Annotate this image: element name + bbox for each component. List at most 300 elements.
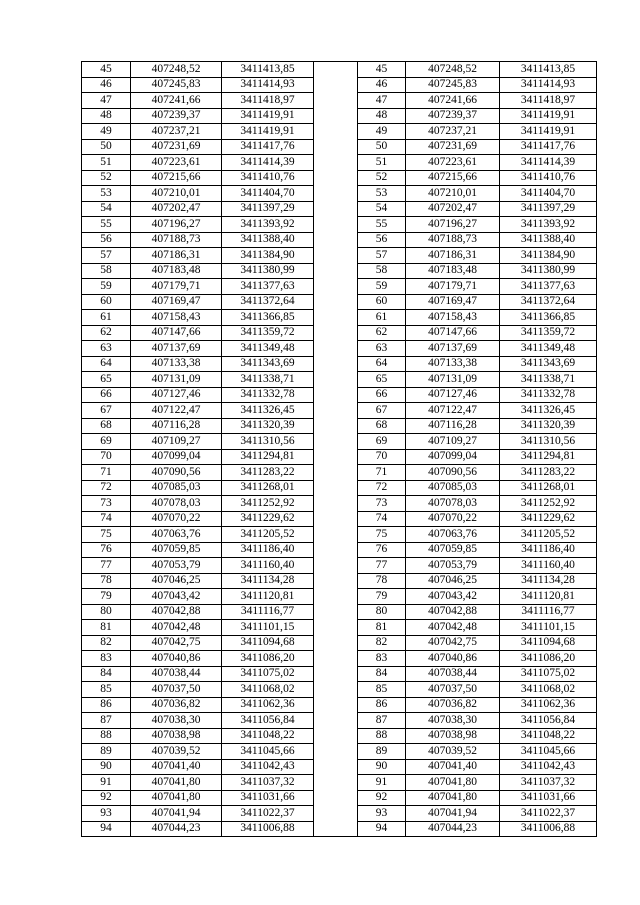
spacer-cell <box>314 775 358 791</box>
left-y-coordinate-cell: 3411062,36 <box>222 697 314 713</box>
right-x-coordinate-cell: 407053,79 <box>406 558 500 574</box>
right-point-number-cell: 82 <box>358 635 406 651</box>
spacer-cell <box>314 573 358 589</box>
right-x-coordinate-cell: 407063,76 <box>406 527 500 543</box>
left-point-number-cell: 68 <box>82 418 131 434</box>
right-x-coordinate-cell: 407215,66 <box>406 170 500 186</box>
right-point-number-cell: 84 <box>358 666 406 682</box>
right-x-coordinate-cell: 407038,98 <box>406 728 500 744</box>
spacer-cell <box>314 263 358 279</box>
table-row <box>82 527 597 543</box>
right-y-coordinate-cell: 3411268,01 <box>500 480 597 496</box>
left-x-coordinate-cell: 407041,80 <box>131 775 222 791</box>
left-x-coordinate-cell: 407169,47 <box>131 294 222 310</box>
left-y-coordinate-cell: 3411418,97 <box>222 93 314 109</box>
spacer-cell <box>314 635 358 651</box>
right-y-coordinate-cell: 3411086,20 <box>500 651 597 667</box>
left-point-number-cell: 55 <box>82 217 131 233</box>
right-point-number-cell: 62 <box>358 325 406 341</box>
right-point-number-cell: 80 <box>358 604 406 620</box>
right-point-number-cell: 63 <box>358 341 406 357</box>
right-y-coordinate-cell: 3411134,28 <box>500 573 597 589</box>
left-y-coordinate-cell: 3411229,62 <box>222 511 314 527</box>
right-point-number-cell: 61 <box>358 310 406 326</box>
right-point-number-cell: 94 <box>358 821 406 837</box>
left-point-number-cell: 45 <box>82 62 131 78</box>
left-y-coordinate-cell: 3411048,22 <box>222 728 314 744</box>
spacer-cell <box>314 155 358 171</box>
left-y-coordinate-cell: 3411086,20 <box>222 651 314 667</box>
left-x-coordinate-cell: 407245,83 <box>131 77 222 93</box>
right-point-number-cell: 58 <box>358 263 406 279</box>
right-point-number-cell: 91 <box>358 775 406 791</box>
table-row <box>82 573 597 589</box>
left-x-coordinate-cell: 407241,66 <box>131 93 222 109</box>
spacer-cell <box>314 372 358 388</box>
left-y-coordinate-cell: 3411404,70 <box>222 186 314 202</box>
right-x-coordinate-cell: 407041,40 <box>406 759 500 775</box>
right-x-coordinate-cell: 407037,50 <box>406 682 500 698</box>
right-y-coordinate-cell: 3411062,36 <box>500 697 597 713</box>
table-row <box>82 558 597 574</box>
right-y-coordinate-cell: 3411393,92 <box>500 217 597 233</box>
left-y-coordinate-cell: 3411042,43 <box>222 759 314 775</box>
table-row <box>82 217 597 233</box>
left-point-number-cell: 73 <box>82 496 131 512</box>
right-y-coordinate-cell: 3411205,52 <box>500 527 597 543</box>
right-x-coordinate-cell: 407245,83 <box>406 77 500 93</box>
left-point-number-cell: 62 <box>82 325 131 341</box>
left-y-coordinate-cell: 3411419,91 <box>222 108 314 124</box>
right-point-number-cell: 83 <box>358 651 406 667</box>
left-x-coordinate-cell: 407196,27 <box>131 217 222 233</box>
spacer-cell <box>314 759 358 775</box>
right-y-coordinate-cell: 3411252,92 <box>500 496 597 512</box>
right-y-coordinate-cell: 3411037,32 <box>500 775 597 791</box>
right-point-number-cell: 67 <box>358 403 406 419</box>
left-point-number-cell: 61 <box>82 310 131 326</box>
right-x-coordinate-cell: 407186,31 <box>406 248 500 264</box>
spacer-cell <box>314 558 358 574</box>
spacer-cell <box>314 480 358 496</box>
left-x-coordinate-cell: 407038,44 <box>131 666 222 682</box>
table-row <box>82 263 597 279</box>
left-x-coordinate-cell: 407042,75 <box>131 635 222 651</box>
left-point-number-cell: 79 <box>82 589 131 605</box>
right-y-coordinate-cell: 3411414,39 <box>500 155 597 171</box>
table-row <box>82 480 597 496</box>
table-body <box>82 62 597 837</box>
right-point-number-cell: 52 <box>358 170 406 186</box>
right-x-coordinate-cell: 407183,48 <box>406 263 500 279</box>
right-y-coordinate-cell: 3411338,71 <box>500 372 597 388</box>
left-x-coordinate-cell: 407085,03 <box>131 480 222 496</box>
right-x-coordinate-cell: 407038,30 <box>406 713 500 729</box>
left-point-number-cell: 78 <box>82 573 131 589</box>
left-x-coordinate-cell: 407040,86 <box>131 651 222 667</box>
table-row <box>82 201 597 217</box>
right-y-coordinate-cell: 3411056,84 <box>500 713 597 729</box>
left-y-coordinate-cell: 3411320,39 <box>222 418 314 434</box>
right-point-number-cell: 88 <box>358 728 406 744</box>
left-y-coordinate-cell: 3411094,68 <box>222 635 314 651</box>
right-y-coordinate-cell: 3411045,66 <box>500 744 597 760</box>
right-y-coordinate-cell: 3411120,81 <box>500 589 597 605</box>
right-y-coordinate-cell: 3411283,22 <box>500 465 597 481</box>
right-y-coordinate-cell: 3411094,68 <box>500 635 597 651</box>
left-x-coordinate-cell: 407188,73 <box>131 232 222 248</box>
table-row <box>82 806 597 822</box>
right-y-coordinate-cell: 3411116,77 <box>500 604 597 620</box>
table-row <box>82 496 597 512</box>
left-y-coordinate-cell: 3411205,52 <box>222 527 314 543</box>
right-point-number-cell: 72 <box>358 480 406 496</box>
spacer-cell <box>314 434 358 450</box>
left-point-number-cell: 51 <box>82 155 131 171</box>
left-point-number-cell: 75 <box>82 527 131 543</box>
left-point-number-cell: 90 <box>82 759 131 775</box>
spacer-cell <box>314 496 358 512</box>
table-row <box>82 124 597 140</box>
spacer-cell <box>314 527 358 543</box>
right-x-coordinate-cell: 407248,52 <box>406 62 500 78</box>
right-y-coordinate-cell: 3411418,97 <box>500 93 597 109</box>
left-point-number-cell: 57 <box>82 248 131 264</box>
left-point-number-cell: 81 <box>82 620 131 636</box>
left-point-number-cell: 56 <box>82 232 131 248</box>
table-row <box>82 821 597 837</box>
right-x-coordinate-cell: 407122,47 <box>406 403 500 419</box>
right-x-coordinate-cell: 407196,27 <box>406 217 500 233</box>
table-row <box>82 759 597 775</box>
right-y-coordinate-cell: 3411349,48 <box>500 341 597 357</box>
table-row <box>82 279 597 295</box>
left-point-number-cell: 71 <box>82 465 131 481</box>
right-x-coordinate-cell: 407147,66 <box>406 325 500 341</box>
left-y-coordinate-cell: 3411343,69 <box>222 356 314 372</box>
left-point-number-cell: 94 <box>82 821 131 837</box>
left-point-number-cell: 54 <box>82 201 131 217</box>
spacer-cell <box>314 186 358 202</box>
right-x-coordinate-cell: 407042,48 <box>406 620 500 636</box>
left-point-number-cell: 65 <box>82 372 131 388</box>
table-row <box>82 108 597 124</box>
right-y-coordinate-cell: 3411404,70 <box>500 186 597 202</box>
left-x-coordinate-cell: 407063,76 <box>131 527 222 543</box>
right-y-coordinate-cell: 3411388,40 <box>500 232 597 248</box>
right-y-coordinate-cell: 3411343,69 <box>500 356 597 372</box>
left-y-coordinate-cell: 3411372,64 <box>222 294 314 310</box>
right-point-number-cell: 65 <box>358 372 406 388</box>
spacer-cell <box>314 387 358 403</box>
right-x-coordinate-cell: 407169,47 <box>406 294 500 310</box>
left-point-number-cell: 58 <box>82 263 131 279</box>
left-point-number-cell: 80 <box>82 604 131 620</box>
spacer-cell <box>314 542 358 558</box>
table-row <box>82 434 597 450</box>
table-row <box>82 186 597 202</box>
spacer-cell <box>314 620 358 636</box>
left-y-coordinate-cell: 3411134,28 <box>222 573 314 589</box>
left-point-number-cell: 74 <box>82 511 131 527</box>
table-row <box>82 62 597 78</box>
left-y-coordinate-cell: 3411310,56 <box>222 434 314 450</box>
table-row <box>82 651 597 667</box>
right-point-number-cell: 86 <box>358 697 406 713</box>
left-y-coordinate-cell: 3411393,92 <box>222 217 314 233</box>
left-x-coordinate-cell: 407046,25 <box>131 573 222 589</box>
spacer-cell <box>314 728 358 744</box>
left-x-coordinate-cell: 407183,48 <box>131 263 222 279</box>
right-x-coordinate-cell: 407040,86 <box>406 651 500 667</box>
spacer-cell <box>314 821 358 837</box>
spacer-cell <box>314 697 358 713</box>
left-point-number-cell: 66 <box>82 387 131 403</box>
left-point-number-cell: 77 <box>82 558 131 574</box>
right-x-coordinate-cell: 407179,71 <box>406 279 500 295</box>
right-point-number-cell: 54 <box>358 201 406 217</box>
table-row <box>82 449 597 465</box>
right-point-number-cell: 69 <box>358 434 406 450</box>
left-x-coordinate-cell: 407137,69 <box>131 341 222 357</box>
table-row <box>82 232 597 248</box>
spacer-cell <box>314 806 358 822</box>
right-point-number-cell: 46 <box>358 77 406 93</box>
left-y-coordinate-cell: 3411419,91 <box>222 124 314 140</box>
table-row <box>82 790 597 806</box>
right-y-coordinate-cell: 3411006,88 <box>500 821 597 837</box>
right-point-number-cell: 49 <box>358 124 406 140</box>
right-point-number-cell: 71 <box>358 465 406 481</box>
right-point-number-cell: 66 <box>358 387 406 403</box>
left-x-coordinate-cell: 407179,71 <box>131 279 222 295</box>
right-x-coordinate-cell: 407202,47 <box>406 201 500 217</box>
left-x-coordinate-cell: 407210,01 <box>131 186 222 202</box>
left-point-number-cell: 86 <box>82 697 131 713</box>
right-y-coordinate-cell: 3411417,76 <box>500 139 597 155</box>
right-point-number-cell: 57 <box>358 248 406 264</box>
left-x-coordinate-cell: 407223,61 <box>131 155 222 171</box>
left-y-coordinate-cell: 3411006,88 <box>222 821 314 837</box>
left-point-number-cell: 46 <box>82 77 131 93</box>
spacer-cell <box>314 248 358 264</box>
left-y-coordinate-cell: 3411332,78 <box>222 387 314 403</box>
table-row <box>82 155 597 171</box>
left-point-number-cell: 91 <box>82 775 131 791</box>
left-y-coordinate-cell: 3411045,66 <box>222 744 314 760</box>
left-point-number-cell: 87 <box>82 713 131 729</box>
right-point-number-cell: 85 <box>358 682 406 698</box>
left-y-coordinate-cell: 3411120,81 <box>222 589 314 605</box>
right-x-coordinate-cell: 407137,69 <box>406 341 500 357</box>
table-row <box>82 139 597 155</box>
left-x-coordinate-cell: 407042,88 <box>131 604 222 620</box>
right-y-coordinate-cell: 3411410,76 <box>500 170 597 186</box>
table-row <box>82 248 597 264</box>
right-x-coordinate-cell: 407041,80 <box>406 790 500 806</box>
left-y-coordinate-cell: 3411413,85 <box>222 62 314 78</box>
left-y-coordinate-cell: 3411417,76 <box>222 139 314 155</box>
left-y-coordinate-cell: 3411031,66 <box>222 790 314 806</box>
right-point-number-cell: 75 <box>358 527 406 543</box>
left-point-number-cell: 85 <box>82 682 131 698</box>
spacer-cell <box>314 449 358 465</box>
left-x-coordinate-cell: 407053,79 <box>131 558 222 574</box>
left-y-coordinate-cell: 3411366,85 <box>222 310 314 326</box>
spacer-cell <box>314 604 358 620</box>
right-point-number-cell: 51 <box>358 155 406 171</box>
right-point-number-cell: 76 <box>358 542 406 558</box>
left-x-coordinate-cell: 407039,52 <box>131 744 222 760</box>
right-x-coordinate-cell: 407039,52 <box>406 744 500 760</box>
right-x-coordinate-cell: 407042,88 <box>406 604 500 620</box>
left-x-coordinate-cell: 407133,38 <box>131 356 222 372</box>
table-row <box>82 465 597 481</box>
right-point-number-cell: 60 <box>358 294 406 310</box>
table-row <box>82 775 597 791</box>
right-point-number-cell: 50 <box>358 139 406 155</box>
right-x-coordinate-cell: 407099,04 <box>406 449 500 465</box>
right-x-coordinate-cell: 407109,27 <box>406 434 500 450</box>
left-x-coordinate-cell: 407044,23 <box>131 821 222 837</box>
left-y-coordinate-cell: 3411377,63 <box>222 279 314 295</box>
right-point-number-cell: 92 <box>358 790 406 806</box>
right-y-coordinate-cell: 3411419,91 <box>500 108 597 124</box>
left-x-coordinate-cell: 407036,82 <box>131 697 222 713</box>
spacer-cell <box>314 682 358 698</box>
left-x-coordinate-cell: 407042,48 <box>131 620 222 636</box>
coordinates-table <box>81 61 597 837</box>
table-row <box>82 620 597 636</box>
spacer-cell <box>314 232 358 248</box>
table-row <box>82 511 597 527</box>
right-x-coordinate-cell: 407231,69 <box>406 139 500 155</box>
right-point-number-cell: 70 <box>358 449 406 465</box>
spacer-cell <box>314 589 358 605</box>
left-point-number-cell: 63 <box>82 341 131 357</box>
right-x-coordinate-cell: 407036,82 <box>406 697 500 713</box>
left-x-coordinate-cell: 407231,69 <box>131 139 222 155</box>
left-y-coordinate-cell: 3411022,37 <box>222 806 314 822</box>
left-x-coordinate-cell: 407158,43 <box>131 310 222 326</box>
right-x-coordinate-cell: 407237,21 <box>406 124 500 140</box>
spacer-cell <box>314 651 358 667</box>
right-point-number-cell: 56 <box>358 232 406 248</box>
left-x-coordinate-cell: 407038,98 <box>131 728 222 744</box>
left-y-coordinate-cell: 3411116,77 <box>222 604 314 620</box>
table-row <box>82 418 597 434</box>
right-x-coordinate-cell: 407239,37 <box>406 108 500 124</box>
right-x-coordinate-cell: 407046,25 <box>406 573 500 589</box>
left-x-coordinate-cell: 407041,94 <box>131 806 222 822</box>
right-y-coordinate-cell: 3411022,37 <box>500 806 597 822</box>
right-y-coordinate-cell: 3411366,85 <box>500 310 597 326</box>
table-row <box>82 325 597 341</box>
table-row <box>82 77 597 93</box>
left-y-coordinate-cell: 3411414,93 <box>222 77 314 93</box>
spacer-cell <box>314 744 358 760</box>
left-point-number-cell: 84 <box>82 666 131 682</box>
spacer-cell <box>314 217 358 233</box>
right-point-number-cell: 90 <box>358 759 406 775</box>
right-point-number-cell: 78 <box>358 573 406 589</box>
spacer-cell <box>314 325 358 341</box>
right-x-coordinate-cell: 407116,28 <box>406 418 500 434</box>
right-y-coordinate-cell: 3411160,40 <box>500 558 597 574</box>
left-x-coordinate-cell: 407122,47 <box>131 403 222 419</box>
right-y-coordinate-cell: 3411229,62 <box>500 511 597 527</box>
right-point-number-cell: 87 <box>358 713 406 729</box>
left-y-coordinate-cell: 3411075,02 <box>222 666 314 682</box>
left-y-coordinate-cell: 3411056,84 <box>222 713 314 729</box>
table-row <box>82 666 597 682</box>
left-x-coordinate-cell: 407041,80 <box>131 790 222 806</box>
right-x-coordinate-cell: 407127,46 <box>406 387 500 403</box>
table-row <box>82 542 597 558</box>
left-x-coordinate-cell: 407090,56 <box>131 465 222 481</box>
spacer-cell <box>314 341 358 357</box>
table-row <box>82 697 597 713</box>
spacer-cell <box>314 201 358 217</box>
right-point-number-cell: 81 <box>358 620 406 636</box>
left-x-coordinate-cell: 407041,40 <box>131 759 222 775</box>
left-point-number-cell: 72 <box>82 480 131 496</box>
spacer-cell <box>314 790 358 806</box>
left-x-coordinate-cell: 407059,85 <box>131 542 222 558</box>
right-x-coordinate-cell: 407070,22 <box>406 511 500 527</box>
right-x-coordinate-cell: 407210,01 <box>406 186 500 202</box>
left-x-coordinate-cell: 407186,31 <box>131 248 222 264</box>
right-point-number-cell: 93 <box>358 806 406 822</box>
right-x-coordinate-cell: 407131,09 <box>406 372 500 388</box>
right-y-coordinate-cell: 3411332,78 <box>500 387 597 403</box>
spacer-cell <box>314 279 358 295</box>
left-y-coordinate-cell: 3411410,76 <box>222 170 314 186</box>
left-x-coordinate-cell: 407109,27 <box>131 434 222 450</box>
spacer-cell <box>314 170 358 186</box>
right-x-coordinate-cell: 407038,44 <box>406 666 500 682</box>
left-point-number-cell: 83 <box>82 651 131 667</box>
table-row <box>82 93 597 109</box>
table-row <box>82 356 597 372</box>
left-point-number-cell: 60 <box>82 294 131 310</box>
spacer-cell <box>314 511 358 527</box>
spacer-cell <box>314 310 358 326</box>
left-point-number-cell: 52 <box>82 170 131 186</box>
right-x-coordinate-cell: 407078,03 <box>406 496 500 512</box>
right-x-coordinate-cell: 407041,80 <box>406 775 500 791</box>
right-x-coordinate-cell: 407041,94 <box>406 806 500 822</box>
right-point-number-cell: 89 <box>358 744 406 760</box>
left-x-coordinate-cell: 407099,04 <box>131 449 222 465</box>
table-row <box>82 341 597 357</box>
table-row <box>82 728 597 744</box>
right-x-coordinate-cell: 407059,85 <box>406 542 500 558</box>
right-point-number-cell: 47 <box>358 93 406 109</box>
left-y-coordinate-cell: 3411283,22 <box>222 465 314 481</box>
spacer-cell <box>314 124 358 140</box>
left-y-coordinate-cell: 3411388,40 <box>222 232 314 248</box>
spacer-cell <box>314 294 358 310</box>
right-x-coordinate-cell: 407188,73 <box>406 232 500 248</box>
right-y-coordinate-cell: 3411068,02 <box>500 682 597 698</box>
right-x-coordinate-cell: 407090,56 <box>406 465 500 481</box>
left-x-coordinate-cell: 407043,42 <box>131 589 222 605</box>
right-x-coordinate-cell: 407133,38 <box>406 356 500 372</box>
left-point-number-cell: 59 <box>82 279 131 295</box>
left-point-number-cell: 69 <box>82 434 131 450</box>
right-point-number-cell: 64 <box>358 356 406 372</box>
